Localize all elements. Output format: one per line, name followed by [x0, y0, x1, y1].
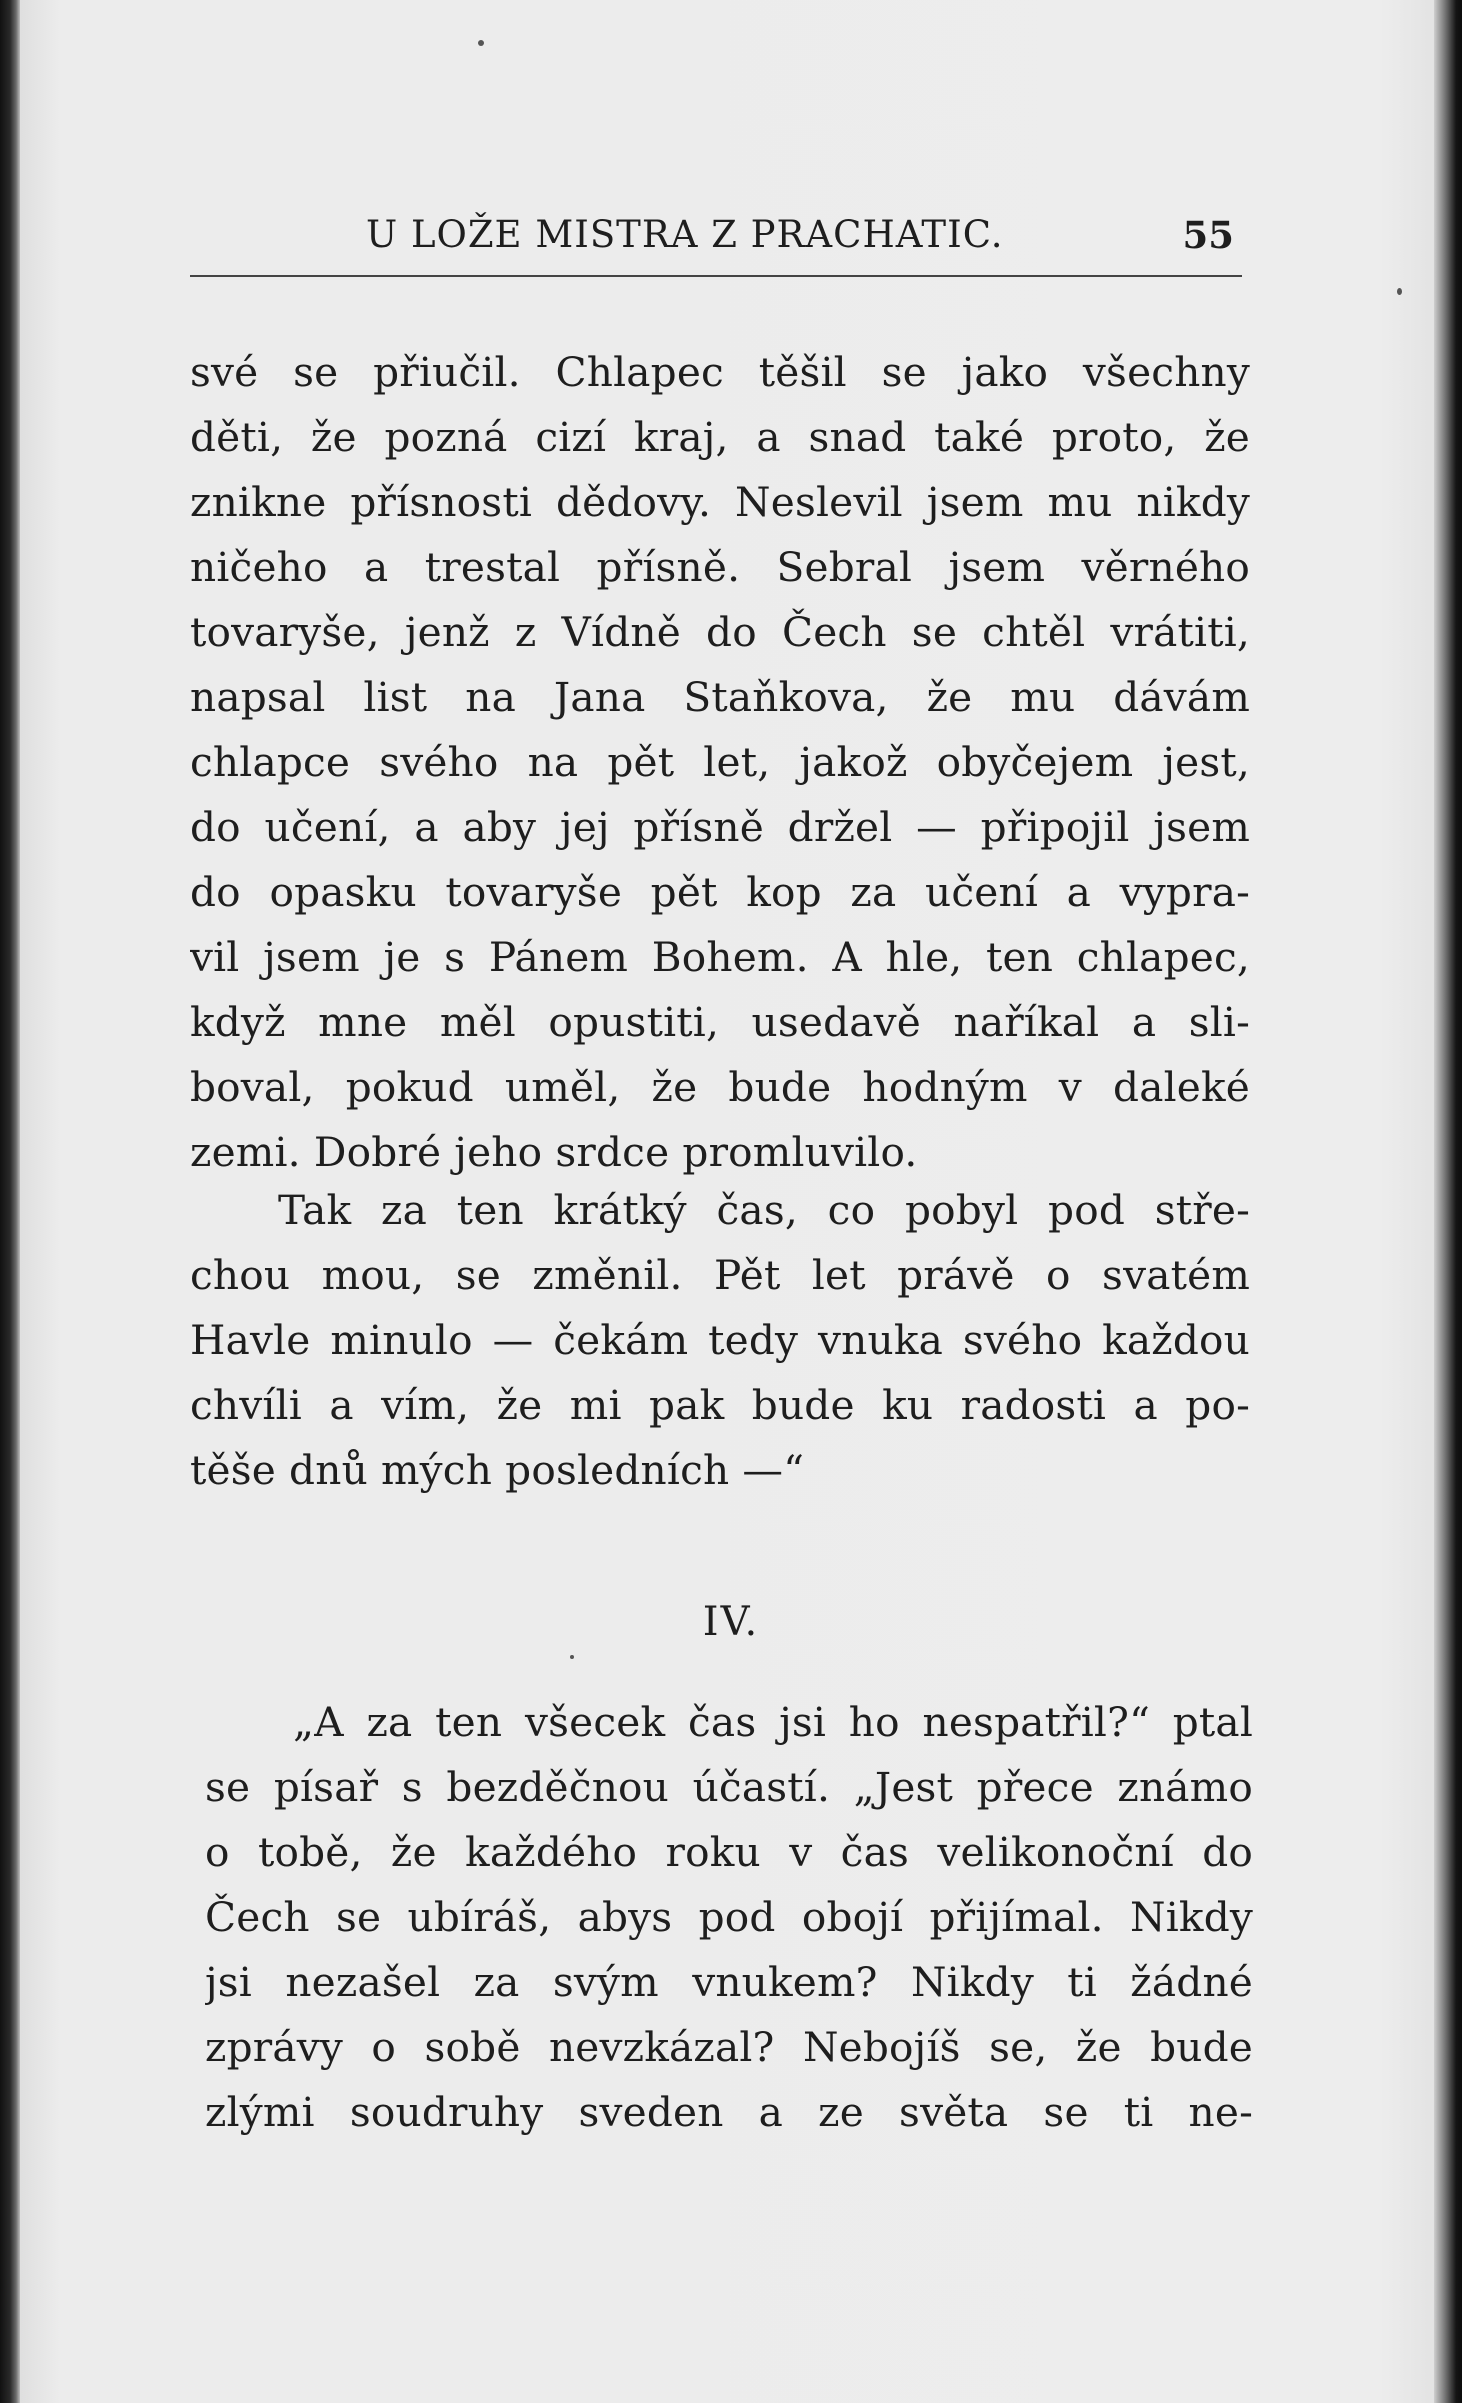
text-line: napsal list na Jana Staňkova, že mu dávám [190, 673, 1250, 721]
text-line: znikne přísnosti dědovy. Neslevil jsem mu nikdy [190, 478, 1250, 526]
paragraph-3 [205, 1690, 1253, 2145]
page-number: 55 [1182, 213, 1234, 257]
text-line: chvíli a vím, že mi pak bude ku radosti a po- [190, 1381, 1250, 1429]
paragraph-2 [190, 1178, 1250, 1503]
text-line: zemi. Dobré jeho srdce promluvilo. [190, 1128, 918, 1176]
text-line: své se přiučil. Chlapec těšil se jako všechny [190, 348, 1250, 396]
text-line: zprávy o sobě nevzkázal? Nebojíš se, že bude [205, 2023, 1253, 2071]
paper-speck [1397, 288, 1402, 295]
text-line: se písař s bezděčnou účastí. „Jest přece známo [205, 1763, 1253, 1811]
running-header [190, 205, 1242, 277]
text-line: do opasku tovaryše pět kop za učení a vypra- [190, 868, 1250, 916]
text-line: o tobě, že každého roku v čas velikonoční do [205, 1828, 1253, 1876]
text-line: Tak za ten krátký čas, co pobyl pod stře- [278, 1186, 1250, 1234]
text-line: chou mou, se změnil. Pět let právě o svatém [190, 1251, 1250, 1299]
text-line: těše dnů mých posledních —“ [190, 1446, 805, 1494]
text-line: vil jsem je s Pánem Bohem. A hle, ten chlapec, [190, 933, 1250, 981]
text-line: chlapce svého na pět let, jakož obyčejem jest, [190, 738, 1250, 786]
section-heading: IV. [702, 1599, 760, 1645]
text-line: boval, pokud uměl, že bude hodným v daleké [190, 1063, 1250, 1111]
text-line: tovaryše, jenž z Vídně do Čech se chtěl vrátiti, [190, 608, 1250, 656]
binding-shadow [0, 0, 20, 2403]
page-edge-shadow [1434, 0, 1462, 2403]
text-line: zlými soudruhy sveden a ze světa se ti ne- [205, 2088, 1253, 2136]
text-line: „A za ten všecek čas jsi ho nespatřil?“ ptal [293, 1698, 1253, 1746]
text-line: Havle minulo — čekám tedy vnuka svého každou [190, 1316, 1250, 1364]
text-line: do učení, a aby jej přísně držel — připojil jsem [190, 803, 1250, 851]
text-line: jsi nezašel za svým vnukem? Nikdy ti žádné [205, 1958, 1253, 2006]
paragraph-1 [190, 340, 1250, 1185]
running-title: U LOŽE MISTRA Z PRACHATIC. [366, 213, 1004, 256]
text-line: ničeho a trestal přísně. Sebral jsem věrného [190, 543, 1250, 591]
text-line: když mne měl opustiti, usedavě naříkal a sli- [190, 998, 1250, 1046]
paper-speck [478, 40, 484, 46]
paper-speck [570, 1655, 574, 1659]
text-line: děti, že pozná cizí kraj, a snad také proto, že [190, 413, 1250, 461]
text-line: Čech se ubíráš, abys pod obojí přijímal. Nikdy [205, 1893, 1253, 1941]
